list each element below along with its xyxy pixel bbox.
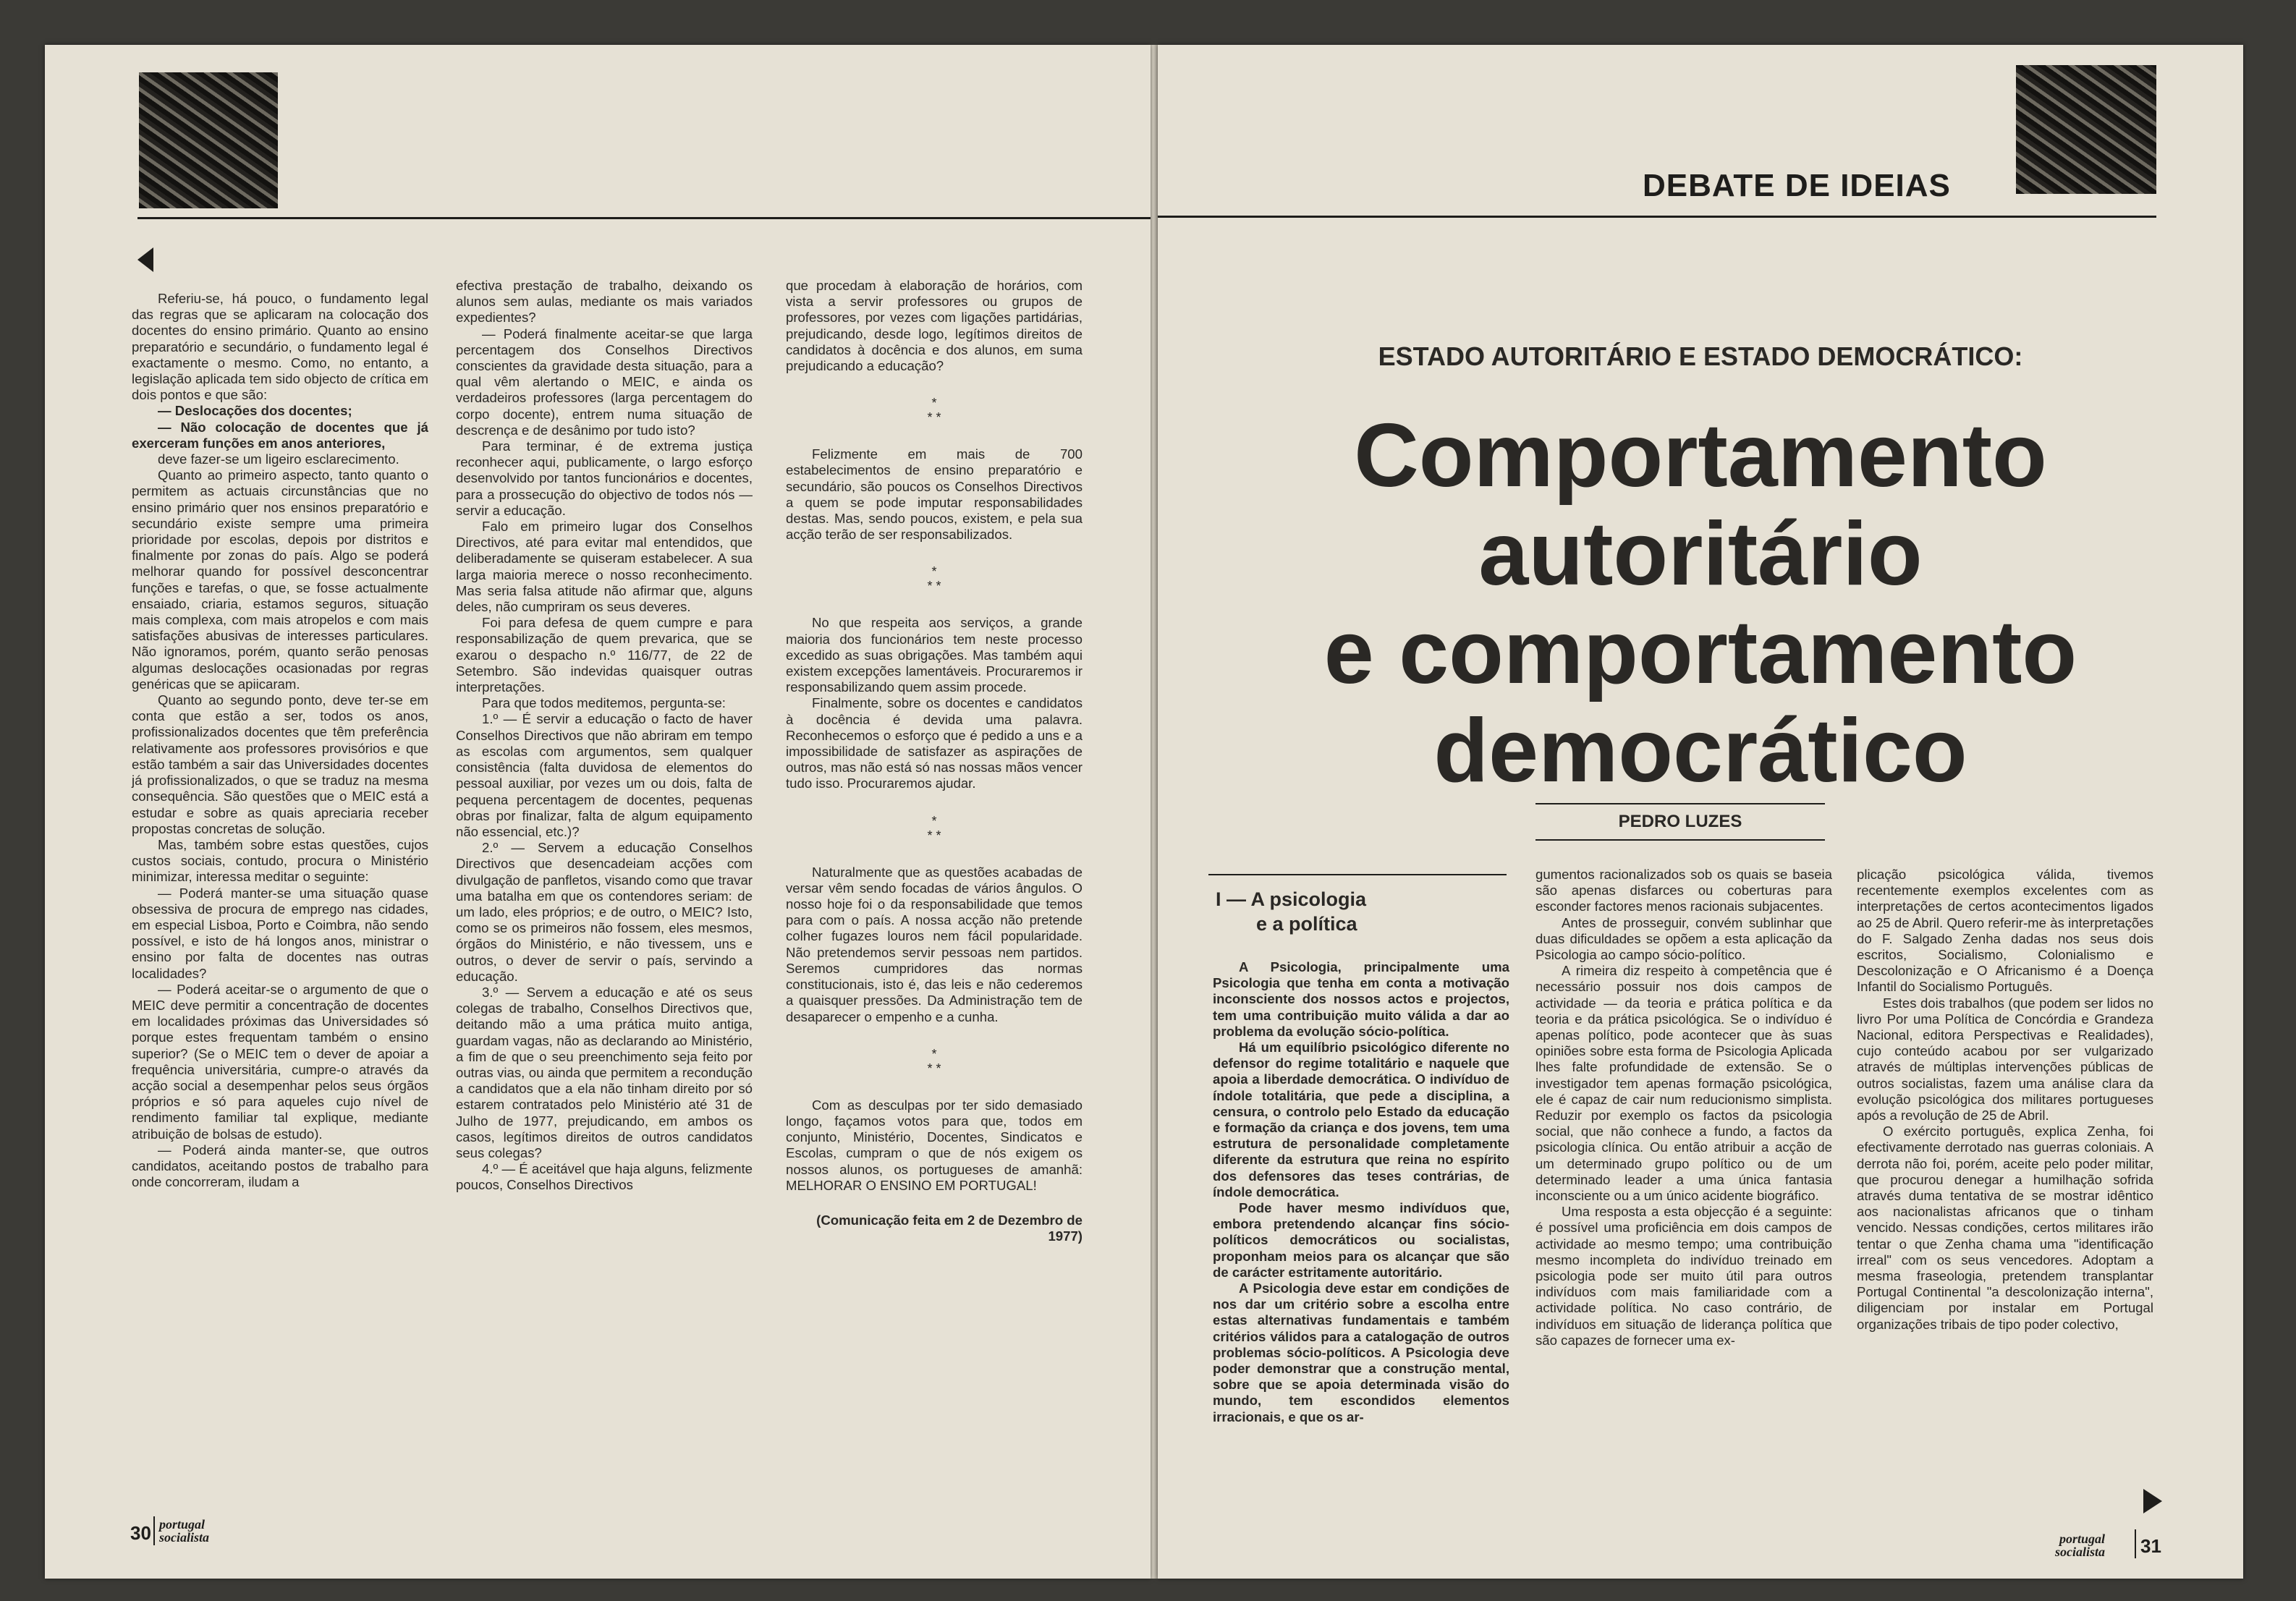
publication-logo: portugal socialista [2055,1532,2106,1559]
paragraph: Para que todos meditemos, pergunta-se: [482,695,726,711]
paragraph: Quanto ao primeiro aspecto, tanto quanto o permitem as actuais circunstâncias que no ensino primário quer nos ensinos preparatório e secundário existe sempre uma primeira prioridade por escolas, depois por distritos e finalmente por zonas do país. Algo se poderá melhorar quando for possível desconcentrar funções e tarefas, o que, se fosse actualmente ensaiado, criaria, estamos seguros, situação mais complexa, com mais atropelos e com mais satisfações abusivas de interesses particulares. Não ignoramos, porém, quanto serão penosas algumas deslocações ocasionadas por regras genéricas que se apiicaram. [132,467,428,692]
paragraph: A rimeira diz respeito à competência que é necessário possuir nos dois campos de actividade — da teoria e prática política e da teoria e da prática psicológica. Se o indivíduo é apenas político, pode acontecer que às suas opiniões sobre esta forma de Psicologia Aplicada lhes falte profundidade de extensão. Se o investigador tem apenas formação psicológica, ele é capaz de cair num reducionismo simplista. Reduzir por exemplo os factos da psicologia social, que não conhece a fundo, a factos da psicologia clínica. Ou então atribuir a acção de um determinado grupo político ou de um determinado leader a uma única fantasia inconsciente ou a um único acidente biográfico. [1535,963,1832,1204]
paragraph: Com as desculpas por ter sido demasiado longo, façamos votos para que, todos em conjunto, Ministério, Docentes, Sindicatos e Escolas, cumpram o que de nós exigem os nossos alunos, os portugueses de amanhã: MELHORAR O ENSINO EM PORTUGAL! [786,1097,1083,1193]
paragraph: Antes de prosseguir, convém sublinhar que duas dificuldades se opõem a esta aplicação da Psicologia ao campo sócio-político. [1535,914,1832,963]
paragraph: 1.º — É servir a educação o facto de haver Conselhos Directivos que não abriram em tempo as escolas com argumentos, sem qualquer consistência (falta duvidosa de elementos do pessoal auxiliar, por vezes um ou dois, falta de pequena percentagem de docentes, pequenas obras por finalizar, falta de algum equipamento não essencial, etc.)? [456,711,753,839]
paragraph: — Deslocações dos docentes; [158,403,352,419]
footer-divider [153,1516,155,1545]
page-number: 31 [2140,1535,2161,1557]
paragraph: 2.º — Servem a educação Conselhos Directivos que desencadeiam acções com divulgação de panfletos, visando como que travar uma batalha em que os contendores seriam: de um lado, eles próprios; e de outro, o MEIC? Isto, como se os primeiros não fossem, eles mesmos, órgãos do Ministério, e não tivessem, uns e outros, o dever de servir o país, servindo a educação. [456,840,753,984]
left-column-2 [456,278,753,1194]
paragraph: Finalmente, sobre os docentes e candidatos à docência é devida uma palavra. Reconhecemos o esforço que é pedido a uns e a impossibilidade de satisfazer as aspirações de outros, mas não está só nas nossas mãos vencer tudo isso. Procuraremos ajudar. [786,695,1083,791]
continue-right-arrow-icon [2143,1489,2162,1513]
paragraph: deve fazer-se um ligeiro esclarecimento. [158,451,399,467]
paragraph: Falo em primeiro lugar dos Conselhos Directivos, até para evitar mal entendidos, que deliberadamente se quiseram estabelecer. A sua larga maioria merece o nosso reconhecimento. Mas seria falsa atitude não afirmar que, alguns deles, não cumpriram os seus deveres. [456,519,753,615]
paragraph: O exército português, explica Zenha, foi efectivamente derrotado nas guerras coloniais. A derrota não foi, porém, aceite pelo poder militar, que procurou denegar a humilhação sofrida através duma tentativa de se mostrar idêntico aos nacionalistas africanos que o tinham vencido. Nessas condições, certos militares irão tentar o que Zenha chama uma "identificação irreal" com os seus vencedores. Adoptam a mesma fraseologia, pretendem transplantar Portugal Continental "a descolonização interna", diligenciam por instalar em Portugal organizações tribais de tipo poder colectivo, [1857,1124,2153,1332]
paragraph: — Poderá finalmente aceitar-se que larga percentagem dos Conselhos Directivos conscientes da gravidade desta situação, para a qual vêm alertando o MEIC, e ainda os verdadeiros professores (larga percentagem do corpo docente), entrem numa situação de descrença e de desânimo por tudo isto? [456,326,753,438]
headline: Comportamento autoritário e comportamento democrático [1323,406,2077,801]
paragraph: Pode haver mesmo indivíduos que, embora pretendendo alcançar fins sócio-políticos democráticos ou socialistas, proponham meios para os alcançar que são de carácter estritamente autoritário. [1213,1200,1509,1280]
header-photo [139,72,278,208]
paragraph: — Poderá ainda manter-se, que outros candidatos, aceitando postos de trabalho para onde concorreram, iludam a [132,1142,428,1190]
left-column-3 [786,278,1083,1244]
paragraph: 3.º — Servem a educação e até os seus colegas de trabalho, Conselhos Directivos que, deitando mão a uma prática muito antiga, guardam vagas, não as declarando ao Ministério, a fim de que o seu preenchimento seja feito por outras vias, ou ainda que permitem a recondução a candidatos que a ela não tinham direito por só estarem contratados pelo Ministério até 31 de Julho de 1977, prejudicando, em ambos os casos, legítimos direitos de outros candidatos seus colegas? [456,984,753,1160]
paragraph: gumentos racionalizados sob os quais se baseia são apenas disfarces ou coberturas para esconder factores menos racionais subjacentes. [1535,867,1832,914]
paragraph: 4.º — É aceitável que haja alguns, felizmente poucos, Conselhos Directivos [456,1161,753,1193]
footnote: (Comunicação feita em 2 de Dezembro de 1977) [816,1212,1083,1244]
paragraph: Quanto ao segundo ponto, deve ter-se em conta que estão a ser, todos os anos, profissionalizados docentes que têm preferência relativamente aos professores provisórios e que estão também a sair das Universidades docentes já profissionalizados, o que se traduz na mesma consequência. São questões que o MEIC está a estudar e sobre as quais apreciaria receber propostas concretas de solução. [132,692,428,836]
section-break-stars: * * * [927,813,941,843]
right-column-1 [1213,959,1509,1425]
section-break-stars: * * * [927,1046,941,1076]
right-column-2 [1535,867,1832,1349]
paragraph: Estes dois trabalhos (que podem ser lidos no livro Por uma Política de Concórdia e Grandeza Nacional, editora Perspectivas e Realidades), cujo conteúdo acabou por ser vulgarizado através de múltiplas intervenções públicas de outros socialistas, fazem uma análise clara da evolução psicológica dos militares portugueses após a revolução de 25 de Abril. [1857,995,2153,1124]
paragraph: A Psicologia deve estar em condições de nos dar um critério sobre a escolha entre estas alternativas fundamentais e também critérios válidos para a catalogação de outros problemas sócio-políticos. A Psicologia deve poder demonstrar que a construção mental, sobre que se apoia determinada visão do mundo, tem escondidos elementos irracionais, e que os ar- [1213,1281,1509,1424]
left-column-1 [132,291,428,1190]
paragraph: — Poderá aceitar-se o argumento de que o MEIC deve permitir a concentração de docentes em localidades próximas das Universidades só porque estes frequentam também o ensino superior? (Se o MEIC tem o dever de apoiar a frequência universitária, cumpre-o através da acção social a desempenhar pelos seus órgãos próprios e só para aqueles cujo nível de rendimento familiar tal explique, mediante atribuição de bolsas de estudo). [132,981,428,1142]
section-break-stars: * * * [927,564,941,594]
paragraph: efectiva prestação de trabalho, deixando os alunos sem aulas, mediante os mais variados expedientes? [456,278,753,326]
paragraph: — Não colocação de docentes que já exerceram funções em anos anteriores, [132,419,428,451]
paragraph: No que respeita aos serviços, a grande maioria dos funcionários tem neste processo excedido as suas obrigações. Mas também aqui existem excepções lamentáveis. Procuraremos ir responsabilizando quem assim procede. [786,615,1083,695]
footer-divider [2135,1529,2136,1558]
author-rule-bottom [1535,839,1825,841]
paragraph: Mas, também sobre estas questões, cujos custos sociais, contudo, procura o Ministério minimizar, interessa meditar o seguinte: [132,836,428,885]
left-page [45,45,1151,1579]
paragraph: Há um equilíbrio psicológico diferente no defensor do regime totalitário e naquele que apoia a liberdade democrática. O indivíduo de índole totalitária, que pede a disciplina, a censura, o controlo pelo Estado da educação e formação da criança e dos jovens, tem uma estrutura de personalidade completamente diferente da estrutura que reina no espírito dos defensores das teses contrárias, de índole democrática. [1213,1040,1509,1199]
paragraph: Foi para defesa de quem cumpre e para responsabilização de quem prevarica, que se exarou o despacho n.º 116/77, de 22 de Setembro. São indevidas quaisquer outras interpretações. [456,615,753,695]
right-column-3 [1857,867,2153,1333]
paragraph: que procedam à elaboração de horários, com vista a servir professores ou grupos de professores, por vezes com ligações partidárias, prejudicando, desde logo, legítimos direitos de candidatos à docência e dos alunos, em suma prejudicando a educação? [786,278,1083,374]
header-photo [2016,65,2156,194]
paragraph: plicação psicológica válida, tivemos recentemente exemplos excelentes com as interpretações de certos acontecimentos ligados ao 25 de Abril. Quero referir-me às interpretações do F. Salgado Zenha dadas nos seus dois escritos, Socialismo, Colonialismo e Descolonização e O Africanismo é a Doença Infantil do Socialismo Português. [1857,867,2153,995]
paragraph: — Poderá manter-se uma situação quase obsessiva de procura de emprego nas cidades, em especial Lisboa, Porto e Coimbra, não sendo possível, e isto de há longos anos, ministrar o ensino por falta de docentes nas outras localidades? [132,885,428,981]
page-number: 30 [130,1522,151,1544]
header-rule [1158,216,2156,218]
paragraph: Referiu-se, há pouco, o fundamento legal das regras que se aplicaram na colocação dos docentes do ensino primário. Quanto ao ensino preparatório e secundário, o fundamento legal é exactamente o mesmo. Como, no entanto, a legislação aplicada tem sido objecto de crítica em dois pontos e que são: [132,291,428,403]
continue-left-arrow-icon [137,247,153,272]
section-heading: I — A psicologia e a política [1216,888,1367,935]
section-break-stars: * * * [927,396,941,425]
author-name: PEDRO LUZES [1618,812,1742,831]
paragraph: Uma resposta a esta objecção é a seguinte: é possível uma proficiência em dois campos de actividade ao mesmo tempo; uma contribuição mesmo incompleta do indivíduo treinado em psicologia pode ser muito útil para outros indivíduos com mais familiaridade com a actividade política. No caso contrário, de indivíduos em situação de liderança política que são capazes de fornecer uma ex- [1535,1204,1832,1348]
paragraph: A Psicologia, principalmente uma Psicologia que tenha em conta a motivação inconsciente dos nossos actos e projectos, tem uma contribuição muito válida a dar ao problema da evolução sócio-política. [1213,959,1509,1039]
author-rule-top [1535,803,1825,804]
kicker: ESTADO AUTORITÁRIO E ESTADO DEMOCRÁTICO: [1378,341,2023,371]
section-rule [1208,874,1507,875]
section-title: DEBATE DE IDEIAS [1643,168,1951,203]
right-page [1158,45,2243,1579]
paragraph: Para terminar, é de extrema justiça reconhecer aqui, publicamente, o largo esforço desenvolvido por tantos funcionários e docentes, para a prossecução do objectivo de todos nós — servir a educação. [456,438,753,518]
paragraph: Felizmente em mais de 700 estabelecimentos de ensino preparatório e secundário, são poucos os Conselhos Directivos a quem se pode imputar responsabilidades destas. Mas, sendo poucos, existem, e pela sua acção terão de ser responsabilizados. [786,446,1083,543]
paragraph: Naturalmente que as questões acabadas de versar vêm sendo focadas de vários ângulos. O nosso hoje foi o da responsabilidade que temos para com o país. A nossa acção não pretende colher fugazes louros nem fácil popularidade. Não pretendemos servir pessoas nem partidos. Seremos cumpridores das normas constitucionais, isto é, das leis e não cederemos a quaisquer pressões. Da Administração tem de desaparecer o empenho e a cunha. [786,864,1083,1024]
header-rule [137,217,1151,219]
publication-logo: portugal socialista [159,1517,210,1545]
